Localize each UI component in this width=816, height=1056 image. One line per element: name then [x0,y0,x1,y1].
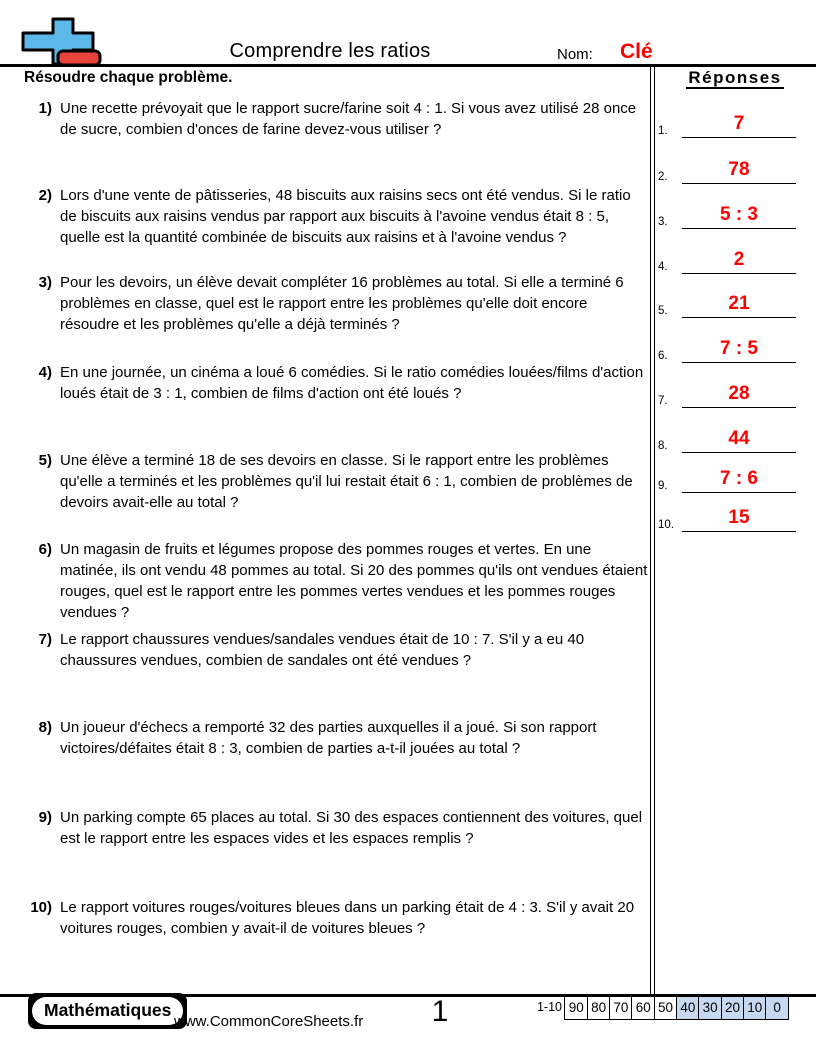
problem-number: 1) [38,100,52,117]
problem-text: Un parking compte 65 places au total. Si 30 des espaces contiennent des voitures, quel est le rapport entre les espaces vides et les espaces remplis ? [60,809,643,847]
answer-blank [682,424,796,453]
problem-number: 10) [30,899,52,916]
score-cell: 80 [587,996,611,1020]
answer-row [656,503,802,532]
answer-blank [682,464,796,493]
answer-value: 7 : 6 [719,468,759,489]
score-cell: 0 [765,996,789,1020]
answer-value: 2 [733,249,745,270]
answer-number: 6. [658,350,668,362]
problem-text: En une journée, un cinéma a loué 6 comédies. Si le ratio comédies louées/films d'action loués était de 3 : 1, combien de films d'action ont été loués ? [60,364,644,402]
answer-number: 2. [658,171,668,183]
problem-text: Lors d'une vente de pâtisseries, 48 biscuits aux raisins secs ont été vendus. Si le ratio de biscuits aux raisins vendus par rapport aux biscuits à l'avoine vendus était 8 : 5, quelle est la quantité combinée de biscuits aux raisins et à l'avoine vendus ? [60,187,631,246]
score-range-label: 1-10 [536,1000,562,1014]
answer-row [656,334,802,363]
problem-number: 9) [38,809,52,826]
subject-badge-label: Mathématiques [32,997,183,1025]
subject-badge [28,993,187,1029]
problem-text: Une élève a terminé 18 de ses devoirs en classe. Si le rapport entre les problèmes qu'elle a terminés et les problèmes qu'il lui restait était 6 : 1, combien de problèmes de devoirs avait-elle au total ? [60,452,633,511]
score-cells [566,996,789,1020]
answer-row [656,289,802,318]
problem-row [28,450,648,513]
website-url: www.CommonCoreSheets.fr [174,1013,364,1030]
score-cell: 50 [654,996,678,1020]
problem-text: Le rapport voitures rouges/voitures bleues dans un parking était de 4 : 3. S'il y avait 20 voitures rouges, combien y avait-il de voitures bleues ? [60,899,635,937]
problem-row [28,185,648,248]
answer-value: 44 [728,428,750,449]
answer-value: 15 [728,507,750,528]
answer-blank [682,334,796,363]
answer-row [656,464,802,493]
problem-text: Le rapport chaussures vendues/sandales vendues était de 10 : 7. S'il y a eu 40 chaussures vendues, combien de sandales ont été vendues ? [60,631,585,669]
problem-row [28,362,648,404]
answer-blank [682,200,796,229]
answer-value: 7 [733,113,745,134]
answer-number: 10. [658,519,674,531]
answer-value: 21 [728,293,750,314]
problem-number: 8) [38,719,52,736]
problem-row [28,807,648,849]
problem-text: Un joueur d'échecs a remporté 32 des parties auxquelles il a joué. Si son rapport victoires/défaites était 8 : 3, combien de parties a-t-il jouées au total ? [60,719,597,757]
answer-blank [682,155,796,184]
score-cell: 70 [609,996,633,1020]
answer-number: 7. [658,395,668,407]
answer-blank [682,379,796,408]
page-number: 1 [431,995,449,1028]
answer-number: 1. [658,125,668,137]
answer-blank [682,289,796,318]
problem-number: 7) [38,631,52,648]
instructions: Résoudre chaque problème. [24,69,233,86]
header-divider [0,64,816,67]
answer-key-name: Clé [620,40,653,63]
problem-text: Une recette prévoyait que le rapport sucre/farine soit 4 : 1. Si vous avez utilisé 28 once de sucre, combien d'onces de farine devez-vous utiliser ? [60,100,637,138]
answer-blank [682,245,796,274]
answer-row [656,200,802,229]
answer-value: 5 : 3 [719,204,759,225]
answer-blank [682,503,796,532]
problem-number: 2) [38,187,52,204]
problem-row [28,539,648,623]
problem-row [28,272,648,335]
problem-number: 4) [38,364,52,381]
answer-row [656,109,802,138]
answer-number: 3. [658,216,668,228]
answer-number: 4. [658,261,668,273]
answer-number: 9. [658,480,668,492]
answer-number: 5. [658,305,668,317]
answer-row [656,424,802,453]
score-cell: 60 [631,996,655,1020]
answer-blank [682,109,796,138]
problem-text: Un magasin de fruits et légumes propose des pommes rouges et vertes. En une matinée, ils ont vendu 48 pommes au total. Si 20 des pommes qu'ils ont vendues étaient rouges, quel est le rapport entre les pommes vertes vendues et les pommes rouges vendues ? [60,541,648,621]
score-cell: 10 [743,996,767,1020]
answer-value: 7 : 5 [719,338,759,359]
problem-row [28,717,648,759]
answer-row [656,155,802,184]
answer-number: 8. [658,440,668,452]
answers-title: Réponses [688,68,782,87]
page-title: Comprendre les ratios [229,40,431,62]
answer-row [656,245,802,274]
problem-number: 3) [38,274,52,291]
answers-column-divider [650,64,655,996]
score-cell: 90 [564,996,588,1020]
score-tracker [528,996,789,1020]
problem-number: 5) [38,452,52,469]
score-cell: 30 [698,996,722,1020]
answer-value: 28 [728,383,750,404]
problem-number: 6) [38,541,52,558]
name-label: Nom: [557,46,593,63]
answer-row [656,379,802,408]
problem-text: Pour les devoirs, un élève devait compléter 16 problèmes au total. Si elle a terminé 6 problèmes en classe, quel est le rapport entre les problèmes qu'elle doit encore résoudre et les problèmes qu'elle a déjà terminés ? [60,274,624,333]
answer-value: 78 [728,159,750,180]
score-cell: 20 [721,996,745,1020]
problem-row [28,629,648,671]
score-cell: 40 [676,996,700,1020]
problem-row [28,98,648,140]
problem-row [28,897,648,939]
